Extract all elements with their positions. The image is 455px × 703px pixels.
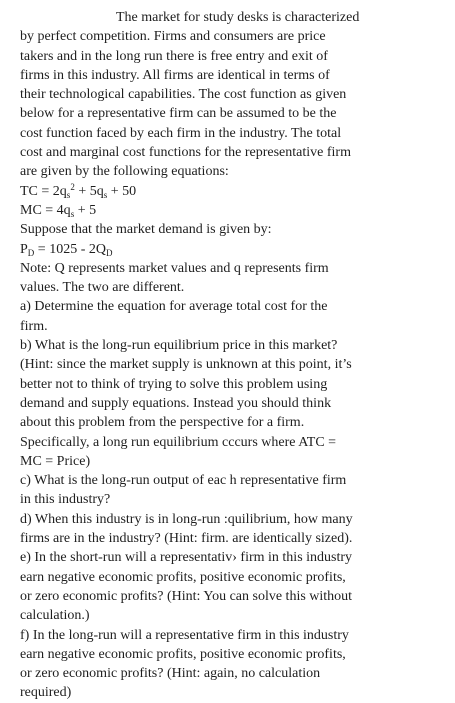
intro-line: their technological capabilities. The cost function as given — [20, 87, 347, 103]
marginal-cost-equation: MC = $4q_s + 5$ — [20, 202, 97, 219]
question-line: demand and supply equations. Instead you should think — [20, 395, 332, 411]
question-line: e) In the short-run will a representativ› firm in this industry — [20, 550, 353, 566]
note-line: Note: Q represents market values and q represents firm — [20, 260, 329, 276]
question-line: required) — [20, 685, 72, 701]
question-line: MC = Price) — [20, 453, 91, 469]
question-line: better not to think of trying to solve this problem using — [20, 376, 328, 392]
note-line: values. The two are different. — [20, 280, 185, 296]
intro-line: by perfect competition. Firms and consumers are price — [20, 29, 326, 45]
question-line: earn negative economic profits, positive economic profits, — [20, 569, 346, 585]
question-line: a) Determine the equation for average total cost for the — [20, 299, 328, 315]
question-line: or zero economic profits? (Hint: You can solve this without — [20, 588, 353, 604]
question-line: Specifically, a long run equilibrium cccurs where ATC = — [20, 434, 337, 450]
question-line: b) What is the long-run equilibrium price in this market? — [20, 338, 338, 354]
problem-text — [20, 8, 440, 703]
intro-line: below for a representative firm can be assumed to be the — [20, 106, 337, 122]
question-line: earn negative economic profits, positive economic profits, — [20, 646, 346, 662]
question-line: about this problem from the perspective for a firm. — [20, 415, 305, 431]
intro-line: cost and marginal cost functions for the representative firm — [20, 145, 351, 161]
intro-paragraph — [20, 8, 440, 182]
note — [20, 259, 440, 298]
demand-intro: Suppose that the market demand is given by: — [20, 222, 272, 238]
intro-line: cost function faced by each firm in the industry. The total — [20, 125, 342, 141]
total-cost-equation: TC = $2q_s^2 + 5q_s + 50$ — [20, 181, 137, 200]
intro-line: are given by the following equations: — [20, 164, 229, 180]
question-line: c) What is the long-run output of eac h representative firm — [20, 473, 347, 489]
question-line: f) In the long-run will a representative firm in this industry — [20, 627, 349, 643]
question-line: calculation.) — [20, 608, 90, 624]
questions — [20, 297, 440, 702]
question-line: firms are in the industry? (Hint: firm. are identically sized). — [20, 531, 353, 547]
question-line: firm. — [20, 318, 48, 334]
demand-equation: $P_D = 1025 - 2Q_D$ — [20, 241, 113, 258]
intro-line: firms in this industry. All firms are identical in terms of — [20, 67, 330, 83]
question-line: d) When this industry is in long-run :quilibrium, how many — [20, 511, 353, 527]
intro-line: The market for study desks is characterized — [116, 10, 360, 25]
question-line: or zero economic profits? (Hint: again, no calculation — [20, 666, 321, 682]
question-line: (Hint: since the market supply is unknown at this point, it’s — [20, 357, 352, 373]
intro-line: takers and in the long run there is free entry and exit of — [20, 48, 328, 64]
question-line: in this industry? — [20, 492, 111, 508]
